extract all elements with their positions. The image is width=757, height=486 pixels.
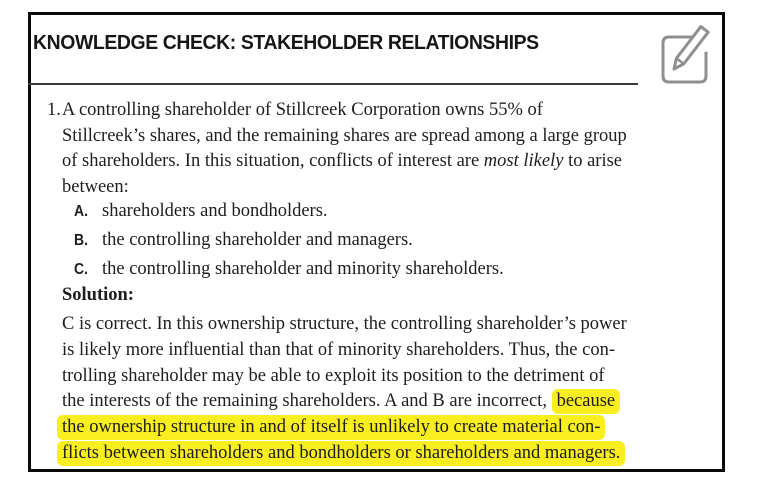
solution-line	[62, 415, 627, 441]
pencil-edit-icon-svg	[659, 25, 715, 87]
highlighted-text: the ownership structure in and of itself is unlikely to create material con-	[57, 415, 605, 440]
solution-line: is likely more influential than that of minority shareholders. Thus, the con-	[62, 339, 615, 360]
solution-line: the interests of the remaining shareholders. A and B are incorrect, because	[62, 389, 627, 415]
question-line: of shareholders. In this situation, conflicts of interest are most likely to arise	[62, 151, 622, 171]
emphasis-text: most likely	[483, 151, 564, 171]
header-divider	[28, 83, 638, 85]
choice-c-letter: C.	[74, 261, 88, 278]
choice-b-letter: B.	[74, 232, 88, 249]
knowledge-check-panel	[28, 12, 725, 472]
question-number: 1.	[47, 100, 61, 120]
question-text	[62, 98, 627, 200]
solution-paragraph	[62, 312, 627, 467]
panel-title: KNOWLEDGE CHECK: STAKEHOLDER RELATIONSHIPS	[33, 32, 539, 54]
choice-b-text: the controlling shareholder and managers.	[102, 230, 413, 250]
highlighted-text: flicts between shareholders and bondholders or shareholders and managers.	[57, 441, 625, 466]
choice-c-text: the controlling shareholder and minority shareholders.	[102, 259, 504, 279]
solution-heading: Solution:	[62, 285, 134, 305]
highlighted-text: because	[552, 389, 621, 414]
solution-line: trolling shareholder may be able to exploit its position to the detriment of	[62, 365, 605, 386]
question-line: A controlling shareholder of Stillcreek Corporation owns 55% of	[62, 100, 543, 120]
choice-a-text: shareholders and bondholders.	[102, 201, 328, 221]
solution-line	[62, 441, 627, 467]
solution-line: C is correct. In this ownership structure, the controlling shareholder’s power	[62, 314, 627, 334]
choice-a-letter: A.	[74, 203, 88, 220]
question-line: between:	[62, 176, 129, 197]
question-line: Stillcreek’s shares, and the remaining shares are spread among a large group	[62, 125, 627, 146]
pencil-edit-icon[interactable]	[659, 25, 715, 87]
